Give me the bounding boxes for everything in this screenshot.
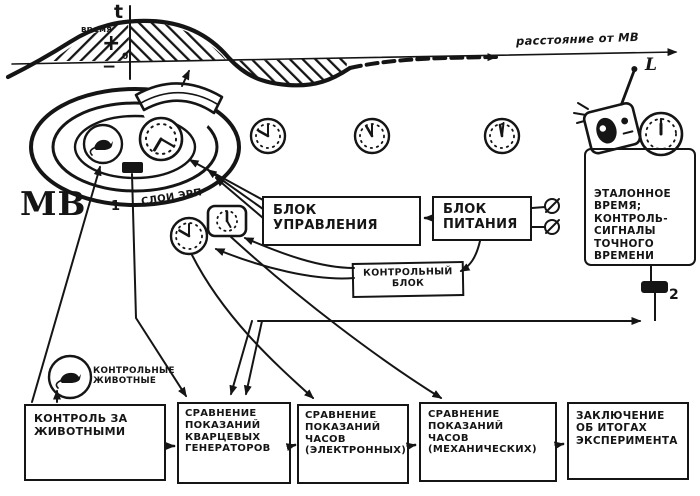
control-animals-label: КОНТРОЛЬНЫЕ ЖИВОТНЫЕ: [93, 366, 175, 386]
square-lab-clock-icon: [208, 206, 246, 236]
clock-row: [251, 119, 519, 153]
sensor-1-icon: [122, 162, 143, 173]
erp-layers-label: СЛОИ ЭРП: [140, 187, 203, 208]
lab-clocks: [171, 206, 246, 254]
distance-unit-label: L: [645, 55, 658, 75]
minus-sign: −: [102, 57, 117, 77]
process-step-5-box: ЗАКЛЮЧЕНИЕ ОБ ИТОГАХ ЭКСПЕРИМЕНТА: [567, 402, 689, 480]
clock-2-icon: [355, 119, 389, 153]
control-unit-box: БЛОК УПРАВЛЕНИЯ: [262, 196, 421, 246]
clock-in-mv-icon: [140, 118, 182, 160]
plus-sign: +: [102, 31, 121, 56]
reference-time-box: ЭТАЛОННОЕ ВРЕМЯ; КОНТРОЛЬ-СИГНАЛЫ ТОЧНОГО ВРЕМЕНИ: [584, 148, 696, 266]
mv-label: МВ: [20, 184, 87, 223]
x-axis-label: расстояние от МВ: [515, 29, 640, 49]
zero-label: 0: [122, 52, 129, 62]
clock-3-icon: [485, 119, 519, 153]
process-step-4-box: СРАВНЕНИЕ ПОКАЗАНИЙ ЧАСОВ (МЕХАНИЧЕСКИХ): [419, 402, 557, 482]
animal-in-mv-icon: [84, 125, 122, 163]
time-label: время: [81, 25, 113, 35]
process-step-3-box: СРАВНЕНИЕ ПОКАЗАНИЙ ЧАСОВ (ЭЛЕКТРОННЫХ): [297, 404, 409, 484]
t-axis-label: t: [114, 1, 124, 23]
marker-1-label: 1: [111, 199, 121, 214]
power-terminals-icon: [532, 199, 559, 234]
sensor-2-icon: [641, 265, 668, 321]
control-animals-icon: [49, 356, 91, 398]
process-step-1-box: КОНТРОЛЬ ЗА ЖИВОТНЫМИ: [24, 404, 166, 481]
clock-1-icon: [251, 119, 285, 153]
monitor-unit-box: КОНТРОЛЬНЫЙ БЛОК: [352, 261, 465, 298]
power-unit-box: БЛОК ПИТАНИЯ: [432, 196, 532, 241]
marker-2-label: 2: [669, 287, 680, 303]
round-lab-clock-icon: [171, 218, 207, 254]
process-step-2-box: СРАВНЕНИЕ ПОКАЗАНИЙ КВАРЦЕВЫХ ГЕНЕРАТОРОВ: [177, 402, 291, 484]
